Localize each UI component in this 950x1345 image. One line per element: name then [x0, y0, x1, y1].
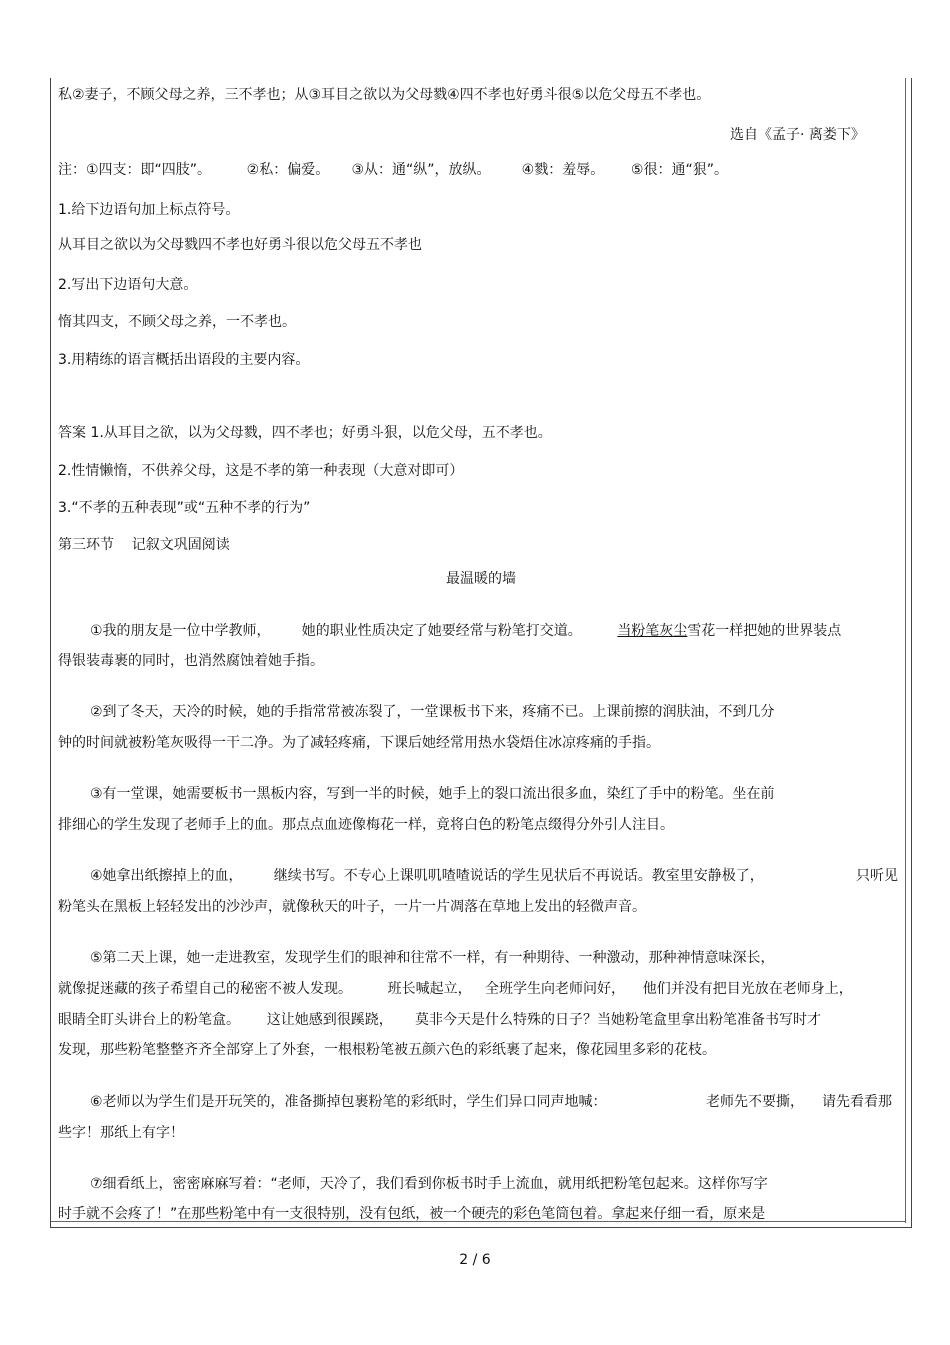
answer-1: 答案 1.从耳目之欲，以为父母戮，四不孝也；好勇斗狠，以危父母，五不孝也。	[58, 425, 552, 441]
question-3: 3.用精练的语言概括出语段的主要内容。	[58, 352, 310, 368]
paragraph-7-line-1: ⑦细看纸上，密密麻麻写着：“老师，天冷了，我们看到你板书时手上流血，就用纸把粉笔包起来。这样你写字	[90, 1176, 768, 1192]
paragraph-7-line-2: 时手就不会疼了！”在那些粉笔中有一支很特别，没有包纸，被一个硬壳的彩色笔筒包着。拿起来仔细一看，原来是	[58, 1206, 766, 1222]
frame-inner-right-border	[905, 78, 906, 1223]
question-2-text: 惰其四支，不顾父母之养，一不孝也。	[58, 314, 296, 330]
paragraph-4-line-1: ④她拿出纸擦掉上的血， 继续书写。不专心上课叽叽喳喳说话的学生见状后不再说话。教室里安静极了，	[90, 868, 764, 884]
paragraph-5-line-1: ⑤第二天上课，她一走进教室，发现学生们的眼神和往常不一样，有一种期待、一种激动，那种神情意味深长，	[90, 950, 775, 966]
source-citation: 选自《孟子· 离娄下》	[730, 127, 865, 143]
page-number: 2 / 6	[459, 1252, 491, 1268]
article-title: 最温暖的墙	[446, 571, 516, 587]
paragraph-6-line-2: 些字！那纸上有字！	[58, 1125, 184, 1141]
question-2: 2.写出下边语句大意。	[58, 277, 198, 293]
paragraph-1-line-2: 得银装毒裹的同时，也消然腐蚀着她手指。	[58, 653, 324, 669]
paragraph-5-line-2: 就像捉迷藏的孩子希望自己的秘密不被人发现。 班长喊起立， 全班学生向老师问好， 他们并没有把目光放在老师身上，	[58, 981, 853, 997]
paragraph-2-line-1: ②到了冬天，天冷的时候，她的手指常常被冻裂了，一堂课板书下来，疼痛不已。上课前擦的润肤油，不到几分	[90, 704, 775, 720]
answer-2: 2.性情懒惰，不供养父母，这是不孝的第一种表现（大意对即可）	[58, 463, 464, 479]
answer-3: 3.“不孝的五种表现”或“五种不孝的行为”	[58, 500, 311, 516]
section-heading: 第三环节 记叙文巩固阅读	[58, 537, 230, 553]
paragraph-1-line-1	[90, 621, 841, 641]
paragraph-3-line-2: 排细心的学生发现了老师手上的血。那点点血迹像梅花一样，竟将白色的粉笔点缀得分外引人注目。	[58, 817, 674, 833]
notes-line: 注：①四支：即“四肢”。 ②私：偏爱。 ③从：通“纵”，放纵。 ④戮：羞辱。 ⑤很：通“狠”。	[58, 162, 728, 178]
paragraph-5-line-3: 眼睛全盯头讲台上的粉笔盒。 这让她感到很蹊跷， 莫非今天是什么特殊的日子？当她粉笔盒里拿出粉笔准备书写时才	[58, 1012, 821, 1028]
paragraph-5-line-4: 发现，那些粉笔整整齐齐全部穿上了外套，一根根粉笔被五颜六色的彩纸裹了起来，像花园里多彩的花枝。	[58, 1042, 716, 1058]
paragraph-4-line-2: 粉笔头在黑板上轻轻发出的沙沙声，就像秋天的叶子，一片一片凋落在草地上发出的轻微声音。	[58, 899, 646, 915]
paragraph-6-quote: 老师先不要撕，	[706, 1094, 804, 1110]
underlined-phrase: 当粉笔灰尘	[617, 623, 688, 639]
paragraph-1-text-end: 雪花一样把她的世界装点	[687, 623, 842, 639]
paragraph-6-line-1-end: 请先看看那	[822, 1094, 892, 1110]
paragraph-6-line-1: ⑥老师以为学生们是开玩笑的，准备撕掉包裹粉笔的彩纸时，学生们异口同声地喊：	[90, 1094, 607, 1110]
paragraph-3-line-1: ③有一堂课，她需要板书一黑板内容，写到一半的时候，她手上的裂口流出很多血，染红了手中的粉笔。坐在前	[90, 786, 775, 802]
question-1-text: 从耳目之欲以为父母戮四不孝也好勇斗很以危父母五不孝也	[58, 237, 422, 253]
paragraph-4-line-1-end: 只听见	[856, 868, 898, 884]
paragraph-1-text: ①我的朋友是一位中学教师， 她的职业性质决定了她要经常与粉笔打交道。	[90, 623, 618, 639]
text-line: 私②妻子，不顾父母之养，三不孝也；从③耳目之欲以为父母戮④四不孝也好勇斗很⑤以危父母五不孝也。	[58, 87, 711, 103]
paragraph-2-line-2: 钟的时间就被粉笔灰吸得一干二净。为了减轻疼痛，下课后她经常用热水袋焐住冰凉疼痛的手指。	[58, 735, 660, 751]
question-1: 1.给下边语句加上标点符号。	[58, 202, 240, 218]
